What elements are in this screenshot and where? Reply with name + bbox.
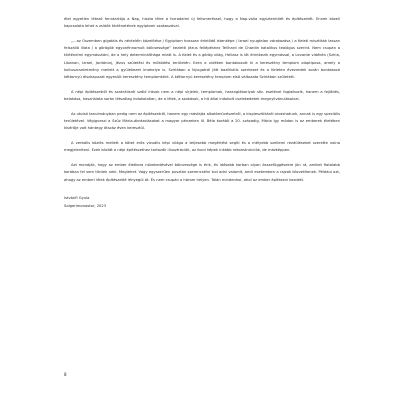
signature-author: Istvánfi Gyula [64, 195, 90, 200]
paragraph: A népi építészetről és szakrálisról szóló írások nem a népi sírjelek, templomok, haranglábarlyok stb. esetével foglalkozik, hanem a fejlődés, belakása, használata során létszólag indokolatlan, de a lélek, a szokások, a hit által indokolt cselekedetek megnyilvánulásaival. [64, 89, 340, 102]
paragraph: Azt mondják, hogy az ember életkora növekedésével bölcsessége is érik, és idősebb korban olyan összefüggésekre jön rá, amiket fiatalabb korában fel sem tűntek neki. Megiehet. Vagy egyszerűen pusztán szerencsélni tud adni valamit, amit esetemben a rajzok közvetítenek. Például azt, ahogy az emberi lélek építészetté lényegül át. És nem csupán a három helyen. Talán mindenhol, ahol az ember építkezni kezdett. [64, 162, 340, 182]
paragraph: élet egyetlen létező fenntartója a Nap, hiszta létre a forradalmi új felismeréssel, hogy a Nap-valla egyiztenhitét és építészetét. Ennek közeli kapcsolata lehet a zsidók történetének egyiptomi szakaszával. [64, 17, 340, 29]
signature-place-date: Solgerimonostor, 2023 [64, 203, 107, 208]
paragraph: A verbális közlés mellett a kötet erős vizuális képi világa a teljesebb megértést segíti és a mélyebb szellemi rezdüléseket szerette volna megjeleníteni. Ezek között a népi építészethez tartozók illusztrációk, az ikoni képek inkább rekonstrukciók, de mázképpen. [64, 141, 340, 153]
paragraph: „…az Ószemben gígatáis és névteléin közelítése / Egyiptom hosszan érlelődő istenképe / Izrael nyugtalan várakozása / a Keleti misztikák lassan felszálló illata / a görögök egyonfinnomult bölcsessége” kezletti Jézus fellépéshez Teilhard de Chardin katolikus teológus szerint. Nem csupán a történelmi egymásutáni, de a hely determinálthága miatt is. A Kelet és a görög világ, Hellasz is lőt érintkezik egymással, a Levante vidékén (Szíria, Libanon, Izrael, Jordánia), Jézus születési és működési területén. Ezen a vidéken bontakozott ki a keresztény templom alaptípusa, amely a kultuszcselekmény mellett a gyülekezet imahelye is. Szíriában a Nyugatról jött bazilikális szerkezet és a Keleten évezredek során bontakozó kéttornyú díszkapuzat egyesült keresztény templomként. A kéttornyú keresztény templom első változata Szíriában született. [64, 38, 340, 80]
document-page [64, 16, 340, 210]
signature-block [64, 194, 340, 210]
paragraph: Az utolsó tanulmányban pedig nem az építészetről, hanem egy másfajta alkotómüvészetről, a kispleszitikáról olvashatunk, annak is egy speciális területével. Végigveszi a Szűz Mária-ábrázolásokat a magyar pénzeken III. Béla korától a 20. századig. Mária így módon is az emberek életében kísérője volt hántegy ötszáz éven keresztül. [64, 111, 340, 131]
page-number: 8 [64, 372, 67, 377]
